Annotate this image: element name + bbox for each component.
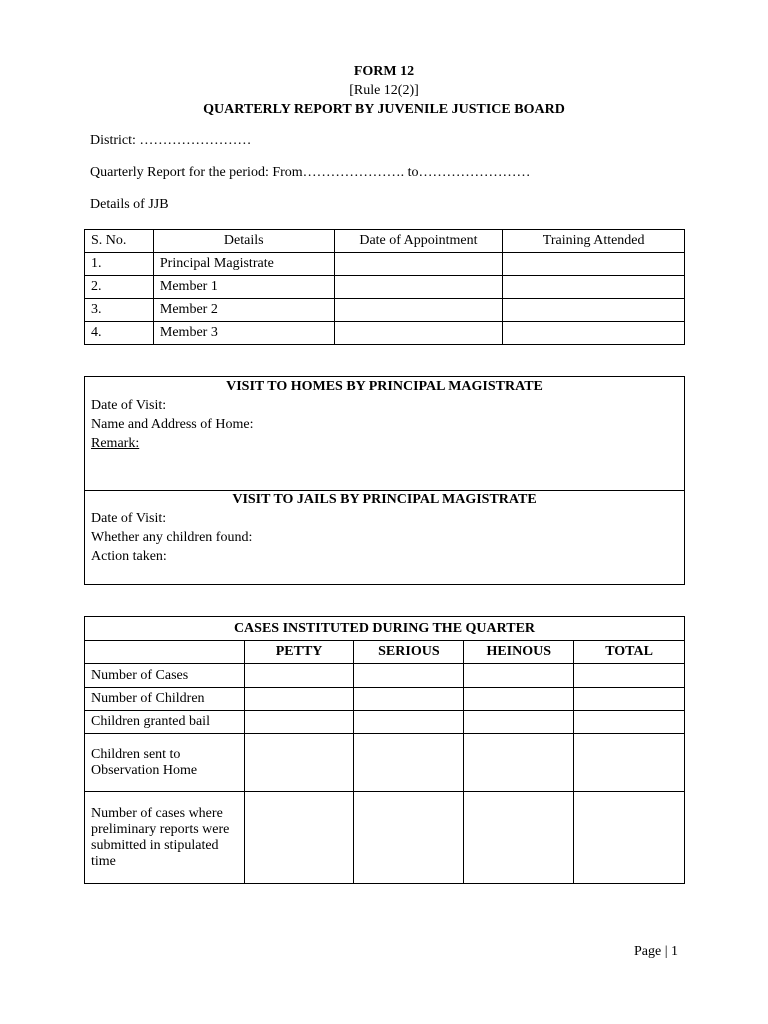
visit-jails-section [85, 491, 684, 566]
district-field: District: …………………… [90, 133, 252, 148]
visit-jails-title: VISIT TO JAILS BY PRINCIPAL MAGISTRATE [232, 492, 537, 507]
visits-box [84, 376, 685, 585]
table-cell [244, 792, 354, 884]
page-title: QUARTERLY REPORT BY JUVENILE JUSTICE BOARD [203, 102, 565, 117]
table-cell [503, 299, 685, 322]
column-header: Date of Appointment [334, 230, 503, 253]
table-row [85, 734, 685, 792]
row-label: Children sent to Observation Home [85, 734, 245, 792]
table-header-row [85, 230, 685, 253]
table-cell: 4. [85, 322, 154, 345]
cases-title: CASES INSTITUTED DURING THE QUARTER [85, 617, 685, 641]
table-cell [574, 711, 685, 734]
cases-header-row [85, 641, 685, 664]
cases-table [84, 616, 685, 884]
table-row [85, 688, 685, 711]
table-cell: 3. [85, 299, 154, 322]
page-number: Page | 1 [634, 944, 679, 959]
table-row [85, 253, 685, 276]
remark-label: Remark: [91, 436, 140, 451]
visit-homes-date-label: Date of Visit: [91, 398, 167, 413]
jjb-details-table [84, 229, 685, 345]
visit-jails-children-label: Whether any children found: [91, 530, 253, 545]
table-cell [354, 711, 464, 734]
visit-homes-address-label: Name and Address of Home: [91, 417, 254, 432]
table-cell: Member 1 [153, 276, 334, 299]
table-cell [354, 734, 464, 792]
column-header: Training Attended [503, 230, 685, 253]
details-heading: Details of JJB [90, 197, 169, 212]
table-cell [354, 688, 464, 711]
table-cell: 2. [85, 276, 154, 299]
table-cell: 1. [85, 253, 154, 276]
row-label: Number of Cases [85, 664, 245, 688]
table-cell [464, 664, 574, 688]
table-row [85, 664, 685, 688]
column-header-serious: SERIOUS [354, 641, 464, 664]
table-cell [244, 734, 354, 792]
table-cell [574, 792, 685, 884]
row-label: Number of cases where preliminary reports were submitted in stipulated time [85, 792, 245, 884]
table-cell [334, 253, 503, 276]
row-label: Children granted bail [85, 711, 245, 734]
column-header-heinous: HEINOUS [464, 641, 574, 664]
table-row [85, 299, 685, 322]
table-cell [574, 734, 685, 792]
table-row [85, 276, 685, 299]
column-header-total: TOTAL [574, 641, 685, 664]
table-cell [574, 664, 685, 688]
table-row [85, 792, 685, 884]
table-cell [354, 664, 464, 688]
column-header-petty: PETTY [244, 641, 354, 664]
table-cell [574, 688, 685, 711]
table-cell: Member 2 [153, 299, 334, 322]
table-cell [334, 322, 503, 345]
rule-reference: [Rule 12(2)] [349, 83, 419, 98]
table-cell [503, 276, 685, 299]
table-row [85, 322, 685, 345]
visit-jails-date-label: Date of Visit: [91, 511, 167, 526]
table-cell [464, 792, 574, 884]
table-cell [503, 253, 685, 276]
empty-header [85, 641, 245, 664]
column-header: Details [153, 230, 334, 253]
form-number: FORM 12 [353, 64, 415, 79]
table-cell [354, 792, 464, 884]
table-cell [334, 276, 503, 299]
table-cell: Member 3 [153, 322, 334, 345]
table-cell: Principal Magistrate [153, 253, 334, 276]
table-cell [244, 688, 354, 711]
period-field: Quarterly Report for the period: From…………………. to…………………… [90, 165, 531, 180]
table-cell [244, 711, 354, 734]
visit-jails-action-label: Action taken: [91, 549, 167, 564]
table-cell [244, 664, 354, 688]
table-row [85, 711, 685, 734]
visit-homes-section [85, 377, 684, 491]
table-cell [464, 734, 574, 792]
column-header: S. No. [85, 230, 154, 253]
table-cell [334, 299, 503, 322]
table-cell [464, 688, 574, 711]
cases-title-row [85, 617, 685, 641]
table-cell [503, 322, 685, 345]
row-label: Number of Children [85, 688, 245, 711]
table-cell [464, 711, 574, 734]
visit-homes-title: VISIT TO HOMES BY PRINCIPAL MAGISTRATE [226, 379, 543, 394]
